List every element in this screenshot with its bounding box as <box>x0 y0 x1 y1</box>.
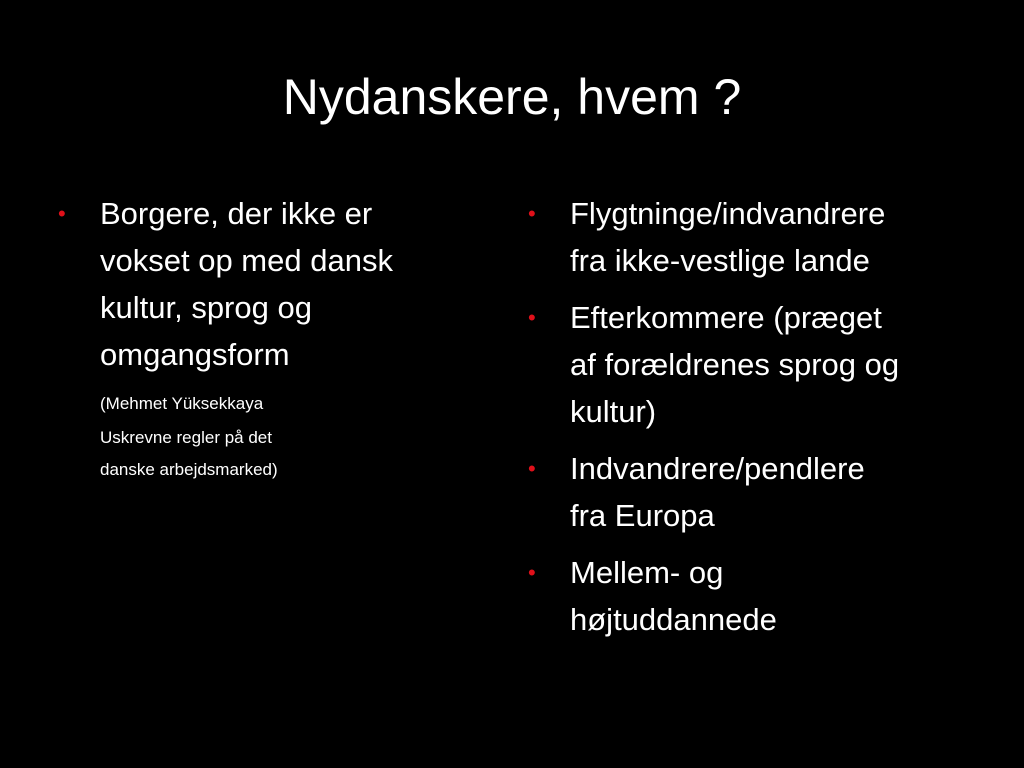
bullet-line: vokset op med dansk <box>100 243 393 278</box>
bullet-line: Flygtninge/indvandrere <box>570 196 886 231</box>
bullet-icon: • <box>528 456 536 481</box>
bullet-icon: • <box>528 305 536 330</box>
right-column <box>528 190 968 653</box>
bullet-item <box>528 549 968 643</box>
note-line: (Mehmet Yüksekkaya <box>100 394 264 413</box>
slide-title: Nydanskere, hvem ? <box>282 69 742 125</box>
bullet-line: Mellem- og <box>570 555 724 590</box>
bullet-icon: • <box>528 201 536 226</box>
bullet-line: Efterkommere (præget <box>570 300 882 335</box>
bullet-icon: • <box>528 560 536 585</box>
note-line: Uskrevne regler på det <box>100 428 272 447</box>
bullet-line: højtuddannede <box>570 602 777 637</box>
bullet-item <box>58 190 468 378</box>
bullet-line: fra Europa <box>570 498 715 533</box>
bullet-line: fra ikke-vestlige lande <box>570 243 870 278</box>
bullet-line: kultur) <box>570 394 657 429</box>
left-column <box>58 190 468 486</box>
source-note <box>58 388 468 486</box>
bullet-line: af forældrenes sprog og <box>570 347 900 382</box>
bullet-line: kultur, sprog og <box>100 290 312 325</box>
bullet-line: Indvandrere/pendlere <box>570 451 865 486</box>
bullet-line: omgangsform <box>100 337 290 372</box>
bullet-line: Borgere, der ikke er <box>100 196 373 231</box>
bullet-item <box>528 445 968 539</box>
bullet-item <box>528 294 968 435</box>
bullet-item <box>528 190 968 284</box>
note-line: danske arbejdsmarked) <box>100 460 278 479</box>
bullet-icon: • <box>58 201 66 226</box>
